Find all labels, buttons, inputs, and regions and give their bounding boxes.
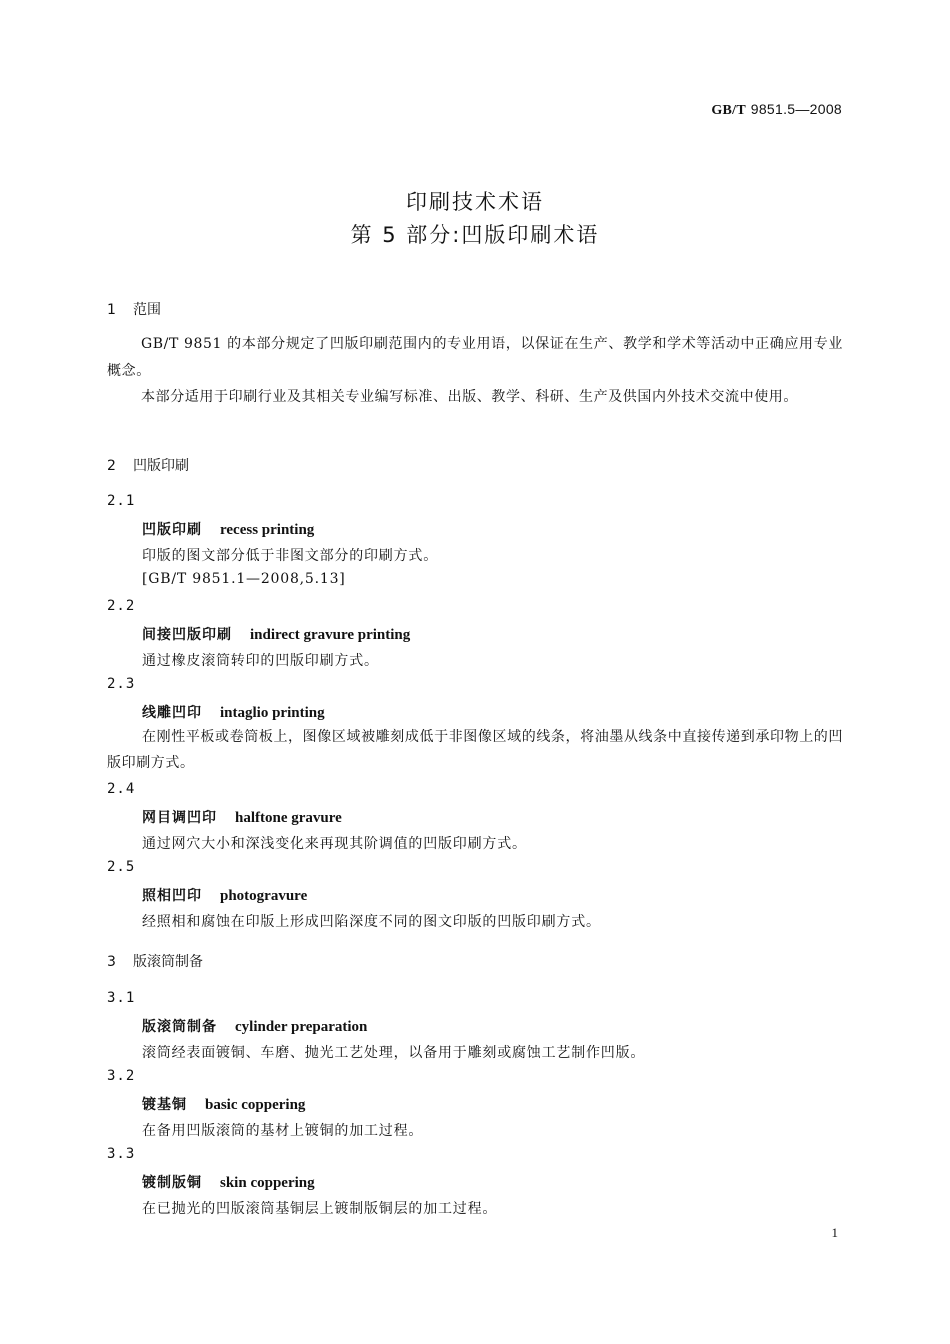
section-number: 1: [107, 302, 116, 318]
section-title: 版滚筒制备: [133, 954, 203, 970]
scope-paragraph-2: 本部分适用于印刷行业及其相关专业编写标准、出版、教学、科研、生产及供国内外技术交流中使用。: [141, 389, 798, 405]
clause-number: 2.3: [107, 676, 136, 692]
term-entry: [142, 1172, 315, 1192]
term-entry: [142, 702, 325, 722]
standard-prefix: GB/T: [711, 103, 746, 118]
term-english: cylinder preparation: [235, 1019, 368, 1035]
term-definition: 在备用凹版滚筒的基材上镀铜的加工过程。: [142, 1123, 424, 1139]
term-source: [GB/T 9851.1—2008,5.13]: [142, 571, 346, 587]
clause-number: 3.1: [107, 990, 136, 1006]
section-number: 2: [107, 458, 116, 474]
term-entry: [142, 624, 410, 644]
term-chinese: 镀制版铜: [142, 1175, 202, 1191]
document-title: 印刷技术术语: [406, 190, 544, 214]
term-chinese: 镀基铜: [142, 1097, 187, 1113]
term-chinese: 网目调凹印: [142, 810, 217, 826]
section-number: 3: [107, 954, 116, 970]
clause-number: 2.5: [107, 859, 136, 875]
term-definition: 在刚性平板或卷筒板上，图像区域被雕刻成低于非图像区域的线条，将油墨从线条中直接传递到承印物上的凹版印刷方式。: [107, 729, 843, 771]
section-title: 范围: [133, 302, 161, 318]
term-entry: [142, 885, 307, 905]
term-english: recess printing: [220, 522, 315, 538]
term-english: skin coppering: [220, 1175, 315, 1191]
term-english: photogravure: [220, 888, 308, 904]
term-chinese: 照相凹印: [142, 888, 202, 904]
term-chinese: 间接凹版印刷: [142, 627, 232, 643]
clause-number: 3.2: [107, 1068, 136, 1084]
term-definition: 通过橡皮滚筒转印的凹版印刷方式。: [142, 653, 379, 669]
term-english: intaglio printing: [220, 705, 325, 721]
term-definition: 在已抛光的凹版滚筒基铜层上镀制版铜层的加工过程。: [142, 1201, 498, 1217]
term-entry: [142, 807, 342, 827]
term-definition: 滚筒经表面镀铜、车磨、抛光工艺处理，以备用于雕刻或腐蚀工艺制作凹版。: [142, 1045, 646, 1061]
term-english: basic coppering: [205, 1097, 306, 1113]
term-definition: 经照相和腐蚀在印版上形成凹陷深度不同的图文印版的凹版印刷方式。: [142, 914, 601, 930]
page-number: 1: [831, 1225, 838, 1240]
document-subtitle: 第 5 部分:凹版印刷术语: [350, 223, 600, 247]
term-english: halftone gravure: [235, 810, 342, 826]
term-entry: [142, 1094, 305, 1114]
clause-number: 2.4: [107, 781, 136, 797]
term-chinese: 凹版印刷: [142, 522, 202, 538]
term-definition: 通过网穴大小和深浅变化来再现其阶调值的凹版印刷方式。: [142, 836, 527, 852]
standard-code: [711, 101, 842, 119]
clause-number: 3.3: [107, 1146, 136, 1162]
term-chinese: 线雕凹印: [142, 705, 202, 721]
clause-number: 2.1: [107, 493, 136, 509]
section-heading-scope: [107, 299, 161, 319]
term-entry: [142, 1016, 367, 1036]
standard-number: 9851.5—2008: [750, 101, 842, 117]
clause-number: 2.2: [107, 598, 136, 614]
section-title: 凹版印刷: [133, 458, 189, 474]
section-heading-gravure-printing: [107, 455, 189, 475]
term-english: indirect gravure printing: [250, 627, 411, 643]
section-heading-cylinder-preparation: [107, 951, 203, 971]
term-definition: 印版的图文部分低于非图文部分的印刷方式。: [142, 548, 438, 564]
term-chinese: 版滚筒制备: [142, 1019, 217, 1035]
scope-paragraph-1: GB/T 9851 的本部分规定了凹版印刷范围内的专业用语，以保证在生产、教学和学术等活动中正确应用专业概念。: [107, 336, 843, 379]
term-entry: [142, 519, 314, 539]
